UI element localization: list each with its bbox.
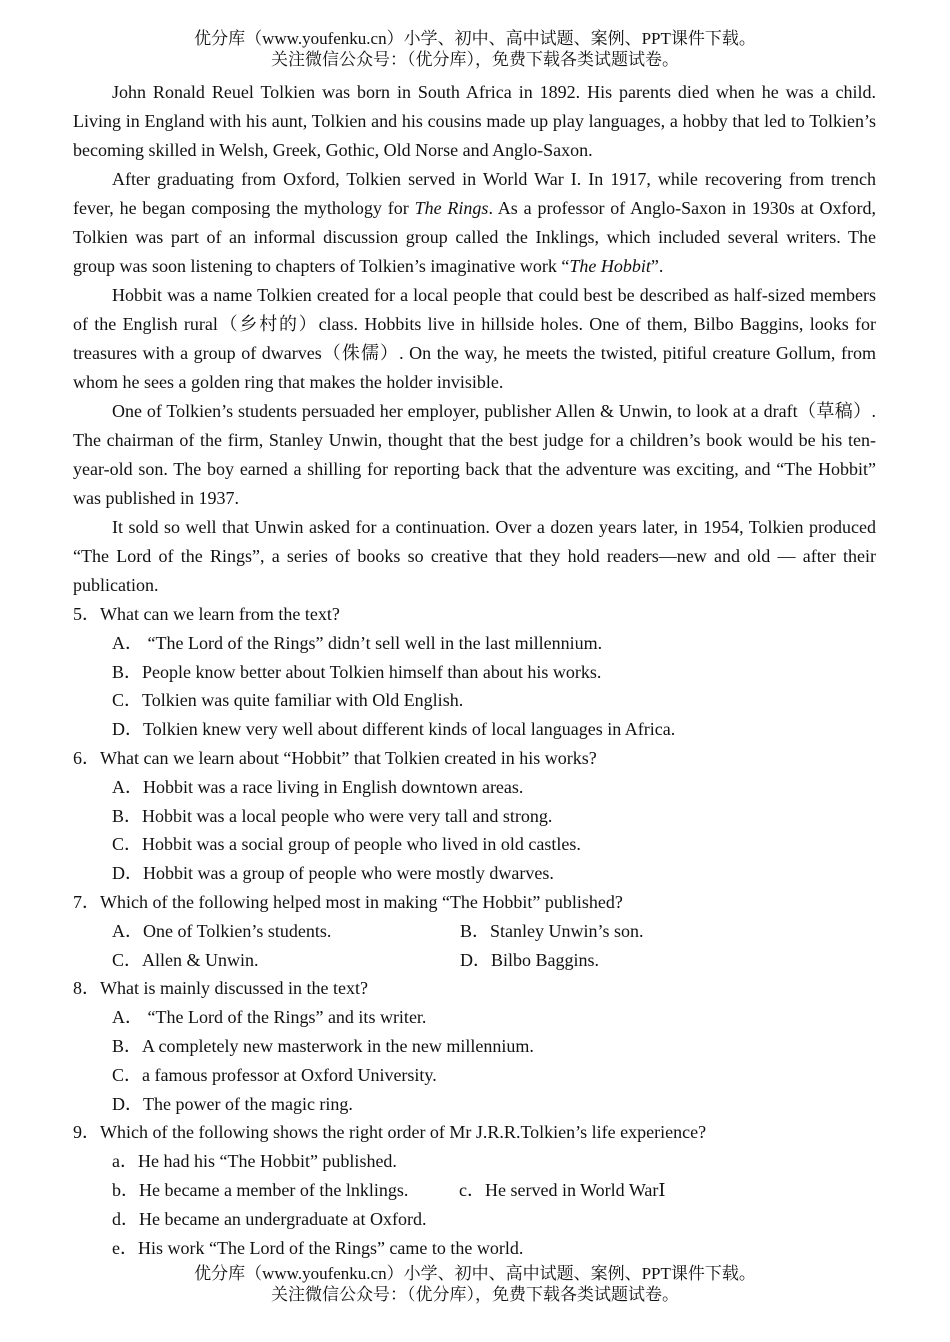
- question-stem: 5．What can we learn from the text?: [73, 604, 340, 624]
- document-body: [73, 78, 876, 1262]
- header-line-2: 关注微信公众号：（优分库），免费下载各类试题试卷。: [271, 50, 679, 69]
- question-stem: 7．Which of the following helped most in making “The Hobbit” published?: [73, 891, 623, 912]
- question-stem: 9．Which of the following shows the right order of Mr J.R.R.Tolkien’s life experience?: [73, 1122, 707, 1143]
- option-a: A．One of Tolkien’s students.: [112, 920, 332, 941]
- option-d: D．Tolkien knew very well about different kinds of local languages in Africa.: [112, 719, 676, 740]
- option-d: D．The power of the magic ring.: [112, 1093, 353, 1114]
- page-header: [0, 28, 950, 70]
- option-c: C．Hobbit was a social group of people who lived in old castles.: [112, 834, 581, 855]
- options-row-ab: [73, 917, 876, 946]
- option-d: D．Bilbo Baggins.: [460, 949, 600, 970]
- p2-italic-title-hobbit: The Hobbit: [569, 256, 651, 276]
- question-5: [73, 600, 876, 744]
- option-b: B．A completely new masterwork in the new millennium.: [112, 1035, 534, 1056]
- option-c: C．a famous professor at Oxford University.: [112, 1064, 437, 1085]
- passage-paragraph-3: Hobbit was a name Tolkien created for a local people that could best be described as half-sized members of the English rural（乡村的）class. Hobbits live in hillside holes. One of them, Bilbo Baggins, looks for treasures with a group of dwarves（侏儒）. On the way, he meets the twisted, pitiful creature Gollum, from whom he sees a golden ring that makes the holder invisible.: [73, 285, 876, 392]
- options-row-cd: [73, 946, 876, 975]
- option-a: A．Hobbit was a race living in English downtown areas.: [112, 776, 524, 797]
- option-b: B．People know better about Tolkien himself than about his works.: [112, 661, 602, 682]
- event-d: d．He became an undergraduate at Oxford.: [112, 1208, 427, 1229]
- passage-paragraph-1: John Ronald Reuel Tolkien was born in South Africa in 1892. His parents died when he was a child. Living in England with his aunt, Tolkien and his cousins made up play languages, a hobby that led to Tolkien’s becoming skilled in Welsh, Greek, Gothic, Old Norse and Anglo-Saxon.: [73, 82, 876, 160]
- event-e: e．His work “The Lord of the Rings” came to the world.: [112, 1237, 524, 1258]
- passage-paragraph-5: It sold so well that Unwin asked for a continuation. Over a dozen years later, in 1954, Tolkien produced “The Lord of the Rings”, a series of books so creative that they hold readers—new and old — after their publication.: [73, 517, 876, 595]
- page-footer: [0, 1263, 950, 1305]
- event-c: c．He served in World WarⅠ: [459, 1179, 666, 1200]
- p2-italic-title-rings: The Rings: [414, 198, 489, 218]
- question-6: [73, 744, 876, 888]
- option-d: D．Hobbit was a group of people who were mostly dwarves.: [112, 863, 554, 884]
- question-7: [73, 888, 876, 974]
- event-a: a．He had his “The Hobbit” published.: [112, 1151, 397, 1172]
- passage-paragraph-2: [73, 165, 876, 281]
- option-b: B．Stanley Unwin’s son.: [460, 920, 644, 941]
- question-8: [73, 974, 876, 1118]
- passage-paragraph-4: One of Tolkien’s students persuaded her employer, publisher Allen & Unwin, to look at a draft（草稿）. The chairman of the firm, Stanley Unwin, thought that the best judge for a children’s book would be his ten-year-old son. The boy earned a shilling for reporting back that the adventure was exciting, and “The Hobbit” was published in 1937.: [73, 401, 876, 508]
- p2-text-a: After graduating from Oxford, Tolkien served in World War I. In 1917, while recovering from trench fever, he began composing the mythology for: [73, 169, 876, 218]
- p2-text-b: . As a professor of Anglo-Saxon in 1930s at Oxford, Tolkien was part of an informal discussion group called the Inklings, which included several writers. The group was soon listening to chapters of Tolkien’s imaginative work “: [73, 198, 876, 276]
- header-line-1: 优分库（www.youfenku.cn）小学、初中、高中试题、案例、PPT课件下载。: [194, 29, 756, 48]
- question-stem: 8．What is mainly discussed in the text?: [73, 978, 368, 999]
- option-b: B．Hobbit was a local people who were very tall and strong.: [112, 805, 553, 826]
- option-a: A． “The Lord of the Rings” and its writer.: [112, 1007, 427, 1028]
- option-c: C．Tolkien was quite familiar with Old English.: [112, 690, 464, 711]
- question-stem: 6．What can we learn about “Hobbit” that Tolkien created in his works?: [73, 747, 597, 768]
- events-row-bc: [73, 1176, 876, 1205]
- footer-line-2: 关注微信公众号：（优分库），免费下载各类试题试卷。: [271, 1285, 679, 1304]
- footer-line-1: 优分库（www.youfenku.cn）小学、初中、高中试题、案例、PPT课件下载。: [194, 1264, 756, 1283]
- p2-text-c: ”.: [650, 256, 664, 276]
- option-a: A． “The Lord of the Rings” didn’t sell well in the last millennium.: [112, 632, 603, 653]
- question-9: [73, 1118, 876, 1262]
- event-b: b．He became a member of the lnklings.: [112, 1179, 409, 1200]
- option-c: C．Allen & Unwin.: [112, 949, 259, 970]
